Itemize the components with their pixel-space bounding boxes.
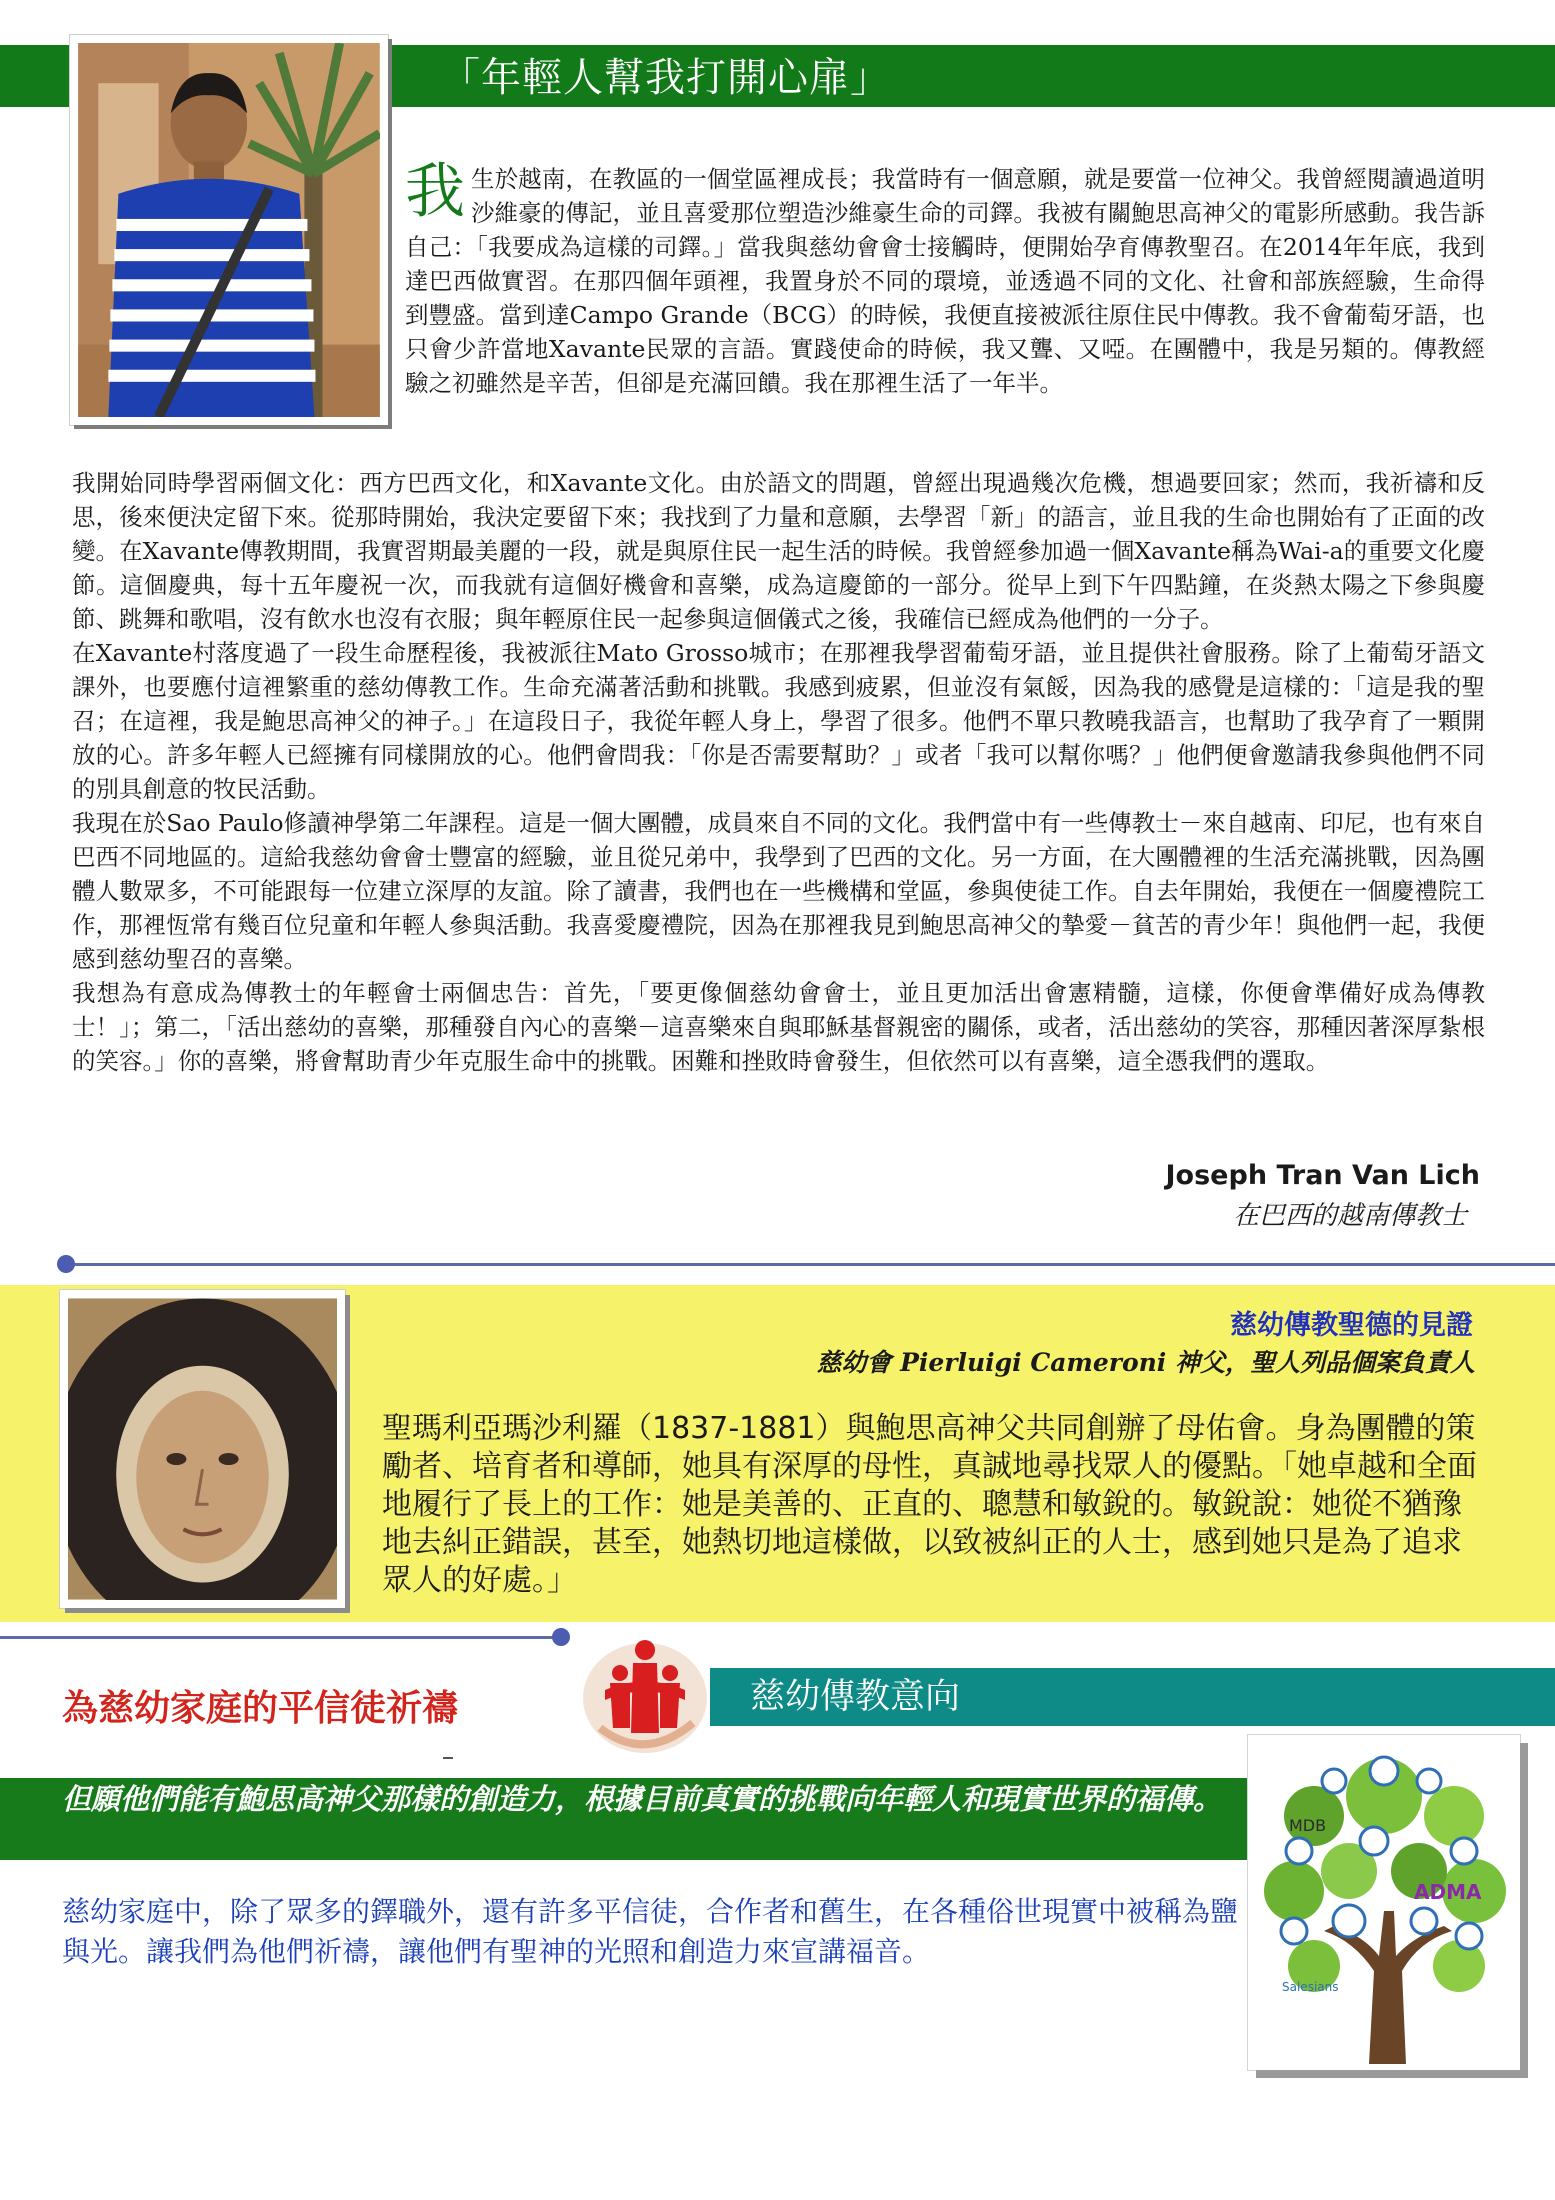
body-paragraph: 我開始同時學習兩個文化：西方巴西文化，和Xavante文化。由於語文的問題，曾經出現過幾次危機，想過要回家；然而，我祈禱和反思，後來便決定留下來。從那時開始，我決定要留下來；我找到了力量和意願，去學習「新」的語言，並且我的生命也開始有了正面的改變。在Xavante傳教期間，我實習期最美麗的一段，就是與原住民一起生活的時候。我曾經參加過一個Xavante稱為Wai-a的重要文化慶節。這個慶典，每十五年慶祝一次，而我就有這個好機會和喜樂，成為這慶節的一部分。從早上到下午四點鐘，在炎熱太陽之下參與慶節、跳舞和歌唱，沒有飲水也沒有衣服；與年輕原住民一起參與這個儀式之後，我確信已經成為他們的一分子。 — [72, 469, 1485, 633]
tree-label-salesians: Salesians — [1282, 1980, 1339, 1994]
body-paragraph: 我想為有意成為傳教士的年輕會士兩個忠告：首先，「要更像個慈幼會會士，並且更加活出會憲精髓，這樣，你便會準備好成為傳教士！」；第二，「活出慈幼的喜樂，那種發自內心的喜樂－這喜樂來自與耶穌基督親密的關係，或者，活出慈幼的笑容，那種因著深厚紮根的笑容。」你的喜樂，將會幫助青少年克服生命中的挑戰。困難和挫敗時會發生，但依然可以有喜樂，這全憑我們的選取。 — [72, 979, 1485, 1075]
prayer-intention: 但願他們能有鮑思高神父那樣的創造力，根據目前真實的挑戰向年輕人和現實世界的福傳。 — [62, 1782, 1223, 1816]
prayer-title: 為慈幼家庭的平信徒祈禱 — [62, 1687, 459, 1729]
salesian-logo-icon — [575, 1628, 715, 1758]
saint-portrait — [60, 1290, 345, 1608]
author-photo-image — [78, 43, 380, 417]
tree-label-mdb: MDB — [1289, 1816, 1327, 1835]
holiness-subheading: 慈幼會 Pierluigi Cameroni 神父，聖人列品個案負責人 — [816, 1348, 1475, 1377]
holiness-heading: 慈幼傳教聖德的見證 — [1230, 1310, 1473, 1341]
divider-dot — [552, 1628, 570, 1646]
article-title: 「年輕人幫我打開心扉」 — [440, 55, 891, 101]
salesian-family-tree — [1248, 1735, 1520, 2070]
article-body — [72, 466, 1485, 1078]
tree-label-adma: ADMA — [1414, 1880, 1482, 1904]
prayer-body: 慈幼家庭中，除了眾多的鐸職外，還有許多平信徒，合作者和舊生，在各種俗世現實中被稱為鹽與光。讓我們為他們祈禱，讓他們有聖神的光照和創造力來宣講福音。 — [62, 1895, 1239, 1968]
decorative-dash — [443, 1757, 453, 1759]
intro-paragraph — [405, 157, 1485, 400]
section-divider — [65, 1263, 1555, 1266]
author-title: 在巴西的越南傳教士 — [1232, 1201, 1467, 1231]
intention-banner-text: 慈幼傳教意向 — [750, 1677, 961, 1717]
body-paragraph: 在Xavante村落度過了一段生命歷程後，我被派往Mato Grosso城市；在那裡我學習葡萄牙語，並且提供社會服務。除了上葡萄牙語文課外，也要應付這裡繁重的慈幼傳教工作。生命充滿著活動和挑戰。我感到疲累，但並沒有氣餒，因為我的感覺是這樣的：「這是我的聖召；在這裡，我是鮑思高神父的神子。」在這段日子，我從年輕人身上，學習了很多。他們不單只教曉我語言，也幫助了我孕育了一顆開放的心。許多年輕人已經擁有同樣開放的心。他們會問我：「你是否需要幫助？」或者「我可以幫你嗎？」他們便會邀請我參與他們不同的別具創意的牧民活動。 — [72, 639, 1485, 803]
section-divider — [0, 1636, 560, 1639]
author-photo — [70, 35, 388, 425]
family-tree-image — [1254, 1741, 1514, 2064]
body-paragraph: 我現在於Sao Paulo修讀神學第二年課程。這是一個大團體，成員來自不同的文化。我們當中有一些傳教士－來自越南、印尼，也有來自巴西不同地區的。這給我慈幼會會士豐富的經驗，並且從兄弟中，我學到了巴西的文化。另一方面，在大團體裡的生活充滿挑戰，因為團體人數眾多，不可能跟每一位建立深厚的友誼。除了讀書，我們也在一些機構和堂區，參與使徒工作。自去年開始，我便在一個慶禮院工作，那裡恆常有幾百位兒童和年輕人參與活動。我喜愛慶禮院，因為在那裡我見到鮑思高神父的摯愛－貧苦的青少年！與他們一起，我便感到慈幼聖召的喜樂。 — [72, 809, 1485, 973]
divider-dot — [57, 1255, 75, 1273]
saint-portrait-image — [68, 1298, 337, 1600]
intro-text: 生於越南，在教區的一個堂區裡成長；我當時有一個意願，就是要當一位神父。我曾經閱讀過道明沙維豪的傳記，並且喜愛那位塑造沙維豪生命的司鐸。我被有關鮑思高神父的電影所感動。我告訴自己：「我要成為這樣的司鐸。」當我與慈幼會會士接觸時，便開始孕育傳教聖召。在2014年年底，我到達巴西做實習。在那四個年頭裡，我置身於不同的環境，並透過不同的文化、社會和部族經驗，生命得到豐盛。當到達Campo Grande（BCG）的時候，我便直接被派往原住民中傳教。我不會葡萄牙語，也只會少許當地Xavante民眾的言語。實踐使命的時候，我又聾、又啞。在團體中，我是另類的。傳教經驗之初雖然是辛苦，但卻是充滿回饋。我在那裡生活了一年半。 — [405, 165, 1485, 397]
author-name: Joseph Tran Van Lich — [1165, 1160, 1480, 1191]
holiness-body: 聖瑪利亞瑪沙利羅（1837-1881）與鮑思高神父共同創辦了母佑會。身為團體的策勵者、培育者和導師，她具有深厚的母性，真誠地尋找眾人的優點。「她卓越和全面地履行了長上的工作：她是美善的、正直的、聰慧和敏銳的。敏銳說：她從不猶豫地去糾正錯誤，甚至，她熱切地這樣做，以致被糾正的人士，感到她只是為了追求眾人的好處。」 — [382, 1411, 1477, 1598]
drop-cap: 我 — [405, 157, 465, 227]
